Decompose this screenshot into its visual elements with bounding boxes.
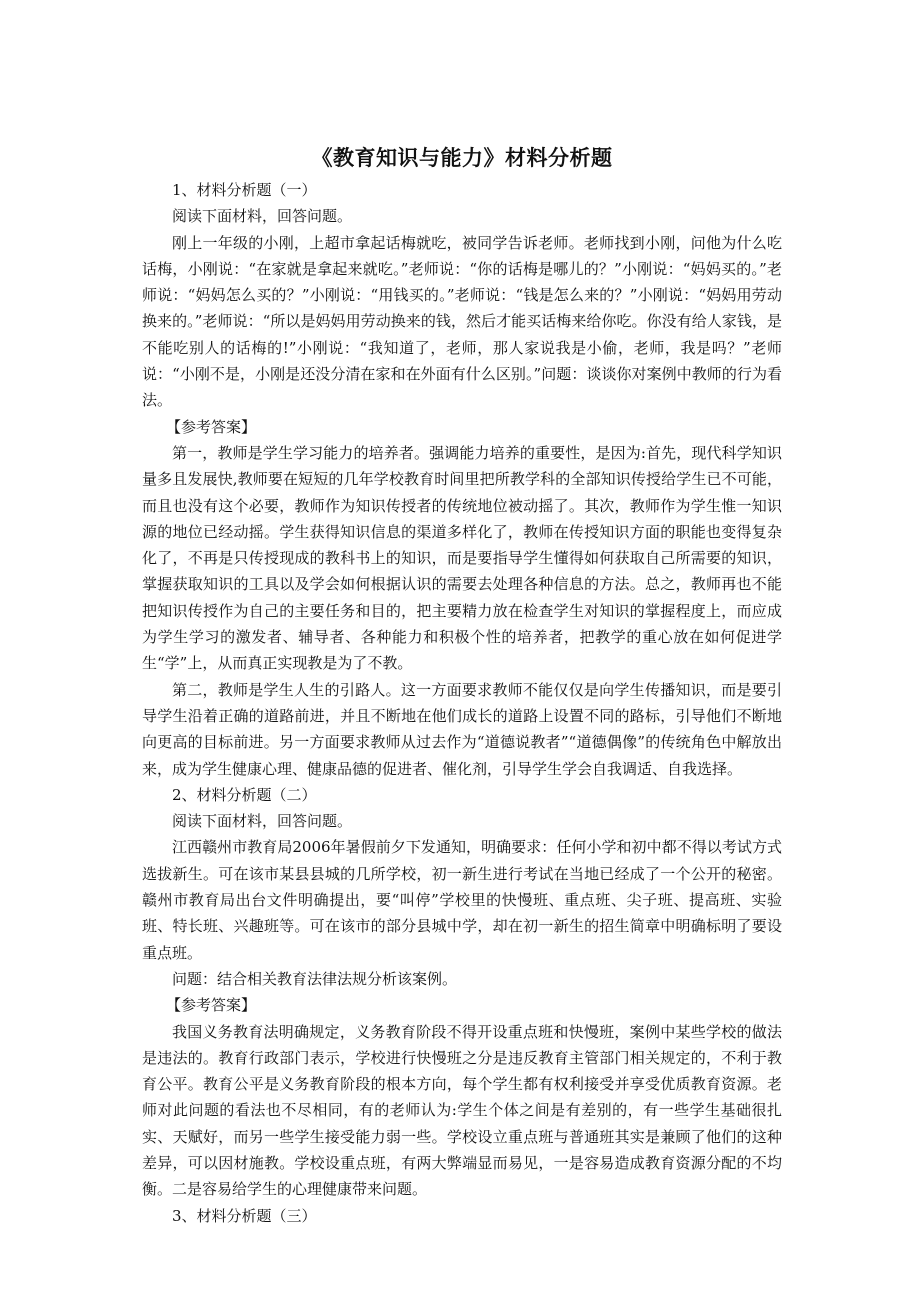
section1-heading: 1、材料分析题（一） <box>172 181 317 199</box>
section1-answer-label: 【参考答案】 <box>166 417 257 436</box>
section2-heading: 2、材料分析题（二） <box>172 785 317 804</box>
document-page <box>142 143 782 1229</box>
section2-instruction: 阅读下面材料，回答问题。 <box>172 812 353 831</box>
section2-answer-label: 【参考答案】 <box>166 996 257 1015</box>
section2-material: 江西赣州市教育局2006年暑假前夕下发通知，明确要求：任何小学和初中都不得以考试方式选拔新生。可在该市某县县城的几所学校，初一新生进行考试在当地已经成了一个公开的秘密。赣州市教育局出台文件明确提出，要“叫停”学校里的快慢班、重点班、尖子班、提高班、实验班、特长班、兴趣班等。可在该市的部分县城中学，却在初一新生的招生简章中明确标明了要设重点班。 <box>142 838 782 962</box>
section1-material: 刚上一年级的小刚，上超市拿起话梅就吃，被同学告诉老师。老师找到小刚，问他为什么吃话梅，小刚说：“在家就是拿起来就吃。”老师说：“你的话梅是哪儿的？”小刚说：“妈妈买的。”老师说：“妈妈怎么买的？”小刚说：“用钱买的。”老师说：“钱是怎么来的？”小刚说：“妈妈用劳动换来的。”老师说：“所以是妈妈用劳动换来的钱，然后才能买话梅来给你吃。你没有给人家钱，是不能吃别人的话梅的!”小刚说：“我知道了，老师，那人家说我是小偷，老师，我是吗？”老师说：“小刚不是，小刚是还没分清在家和在外面有什么区别。”问题：谈谈你对案例中教师的行为看法。 <box>142 233 782 410</box>
section1-instruction: 阅读下面材料，回答问题。 <box>172 207 353 226</box>
section1-answer-paragraph-2: 第二，教师是学生人生的引路人。这一方面要求教师不能仅仅是向学生传播知识，而是要引导学生沿着正确的道路前进，并且不断地在他们成长的道路上设置不同的路标，引导他们不断地向更高的目标前进。另一方面要求教师从过去作为“道德说教者”“道德偶像”的传统角色中解放出来，成为学生健康心理、健康品德的促进者、催化剂，引导学生学会自我调适、自我选择。 <box>142 680 782 778</box>
section2-question: 问题：结合相关教育法律法规分析该案例。 <box>172 969 458 988</box>
document-title: 《教育知识与能力》材料分析题 <box>311 145 613 170</box>
section3-heading: 3、材料分析题（三） <box>172 1206 317 1225</box>
section1-answer-paragraph-1: 第一，教师是学生学习能力的培养者。强调能力培养的重要性，是因为:首先，现代科学知识量多且发展快,教师要在短短的几年学校教育时间里把所教学科的全部知识传授给学生已不可能，而且也没有这个必要，教师作为知识传授者的传统地位被动摇了。其次，教师作为学生惟一知识源的地位已经动摇。学生获得知识信息的渠道多样化了，教师在传授知识方面的职能也变得复杂化了，不再是只传授现成的教科书上的知识，而是要指导学生懂得如何获取自己所需要的知识，掌握获取知识的工具以及学会如何根据认识的需要去处理各种信息的方法。总之，教师再也不能把知识传授作为自己的主要任务和目的，把主要精力放在检查学生对知识的掌握程度上，而应成为学生学习的激发者、辅导者、各种能力和积极个性的培养者，把教学的重心放在如何促进学生“学”上，从而真正实现教是为了不教。 <box>142 443 782 673</box>
section2-answer-paragraph: 我国义务教育法明确规定，义务教育阶段不得开设重点班和快慢班，案例中某些学校的做法是违法的。教育行政部门表示，学校进行快慢班之分是违反教育主管部门相关规定的，不利于教育公平。教育公平是义务教育阶段的根本方向，每个学生都有权利接受并享受优质教育资源。老师对此问题的看法也不尽相同，有的老师认为:学生个体之间是有差别的，有一些学生基础很扎实、天赋好，而另一些学生接受能力弱一些。学校设立重点班与普通班其实是兼顾了他们的这种差异，可以因材施教。学校设重点班，有两大弊端显而易见，一是容易造成教育资源分配的不均衡。二是容易给学生的心理健康带来问题。 <box>142 1022 782 1199</box>
